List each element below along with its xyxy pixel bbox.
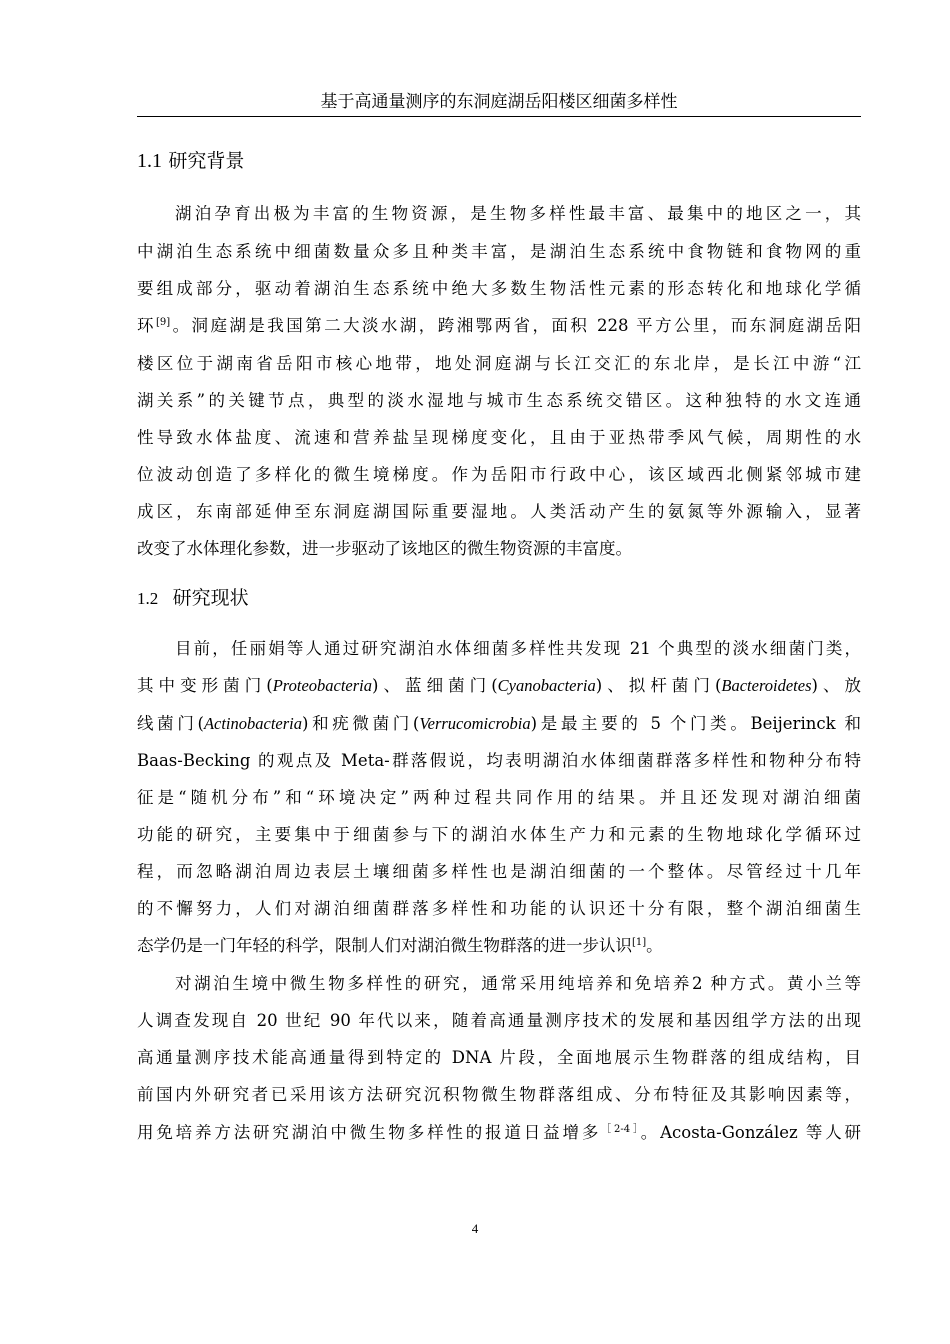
text-run: )、放 [811,676,862,695]
citation-ref: ［2-4］ [601,1124,641,1135]
section-heading-1-1 [137,146,244,175]
paragraph-line [137,674,861,698]
taxon-name: Verrucomicrobia [419,714,531,733]
citation-ref: [9] [155,317,171,328]
citation-ref: [1] [632,937,647,948]
paragraph-line: 成区，东南部延伸至东洞庭湖国际重要湿地。人类活动产生的氨氮等外源输入，显著 [137,502,861,521]
paragraph-line: 高通量测序技术能高通量得到特定的 DNA 片段，全面地展示生物群落的组成结构，目 [137,1048,861,1067]
paragraph-line: 湖泊孕育出极为丰富的生物资源，是生物多样性最丰富、最集中的地区之一，其 [175,204,861,223]
paragraph-line: 要组成部分，驱动着湖泊生态系统中绝大多数生物活性元素的形态转化和地球化学循 [137,279,861,298]
paragraph-line: 程，而忽略湖泊周边表层土壤细菌多样性也是湖泊细菌的一个整体。尽管经过十几年 [137,862,861,881]
paragraph-line: 中湖泊生态系统中细菌数量众多且种类丰富，是湖泊生态系统中食物链和食物网的重 [137,242,861,261]
paragraph-line: 性导致水体盐度、流速和营养盐呈现梯度变化，且由于亚热带季风气候，周期性的水 [137,428,861,447]
section-number: 1.2 [137,589,159,608]
text-run: )和疣微菌门( [302,714,420,733]
paragraph-line: 位波动创造了多样化的微生境梯度。作为岳阳市行政中心，该区域西北侧紧邻城市建 [137,465,861,484]
section-heading-1-2 [137,583,249,613]
taxon-name: Proteobacteria [272,676,373,695]
paragraph-line [137,712,861,736]
taxon-name: Bacteroidetes [721,676,812,695]
taxon-name: Cyanobacteria [497,676,596,695]
paragraph-line [137,934,861,958]
section-title: 研究现状 [172,587,249,609]
text-run: 。洞庭湖是我国第二大淡水湖，跨湘鄂两省，面积 228 平方公里，而东洞庭湖岳阳 [170,316,862,335]
running-header: 基于高通量测序的东洞庭湖岳阳楼区细菌多样性 [320,92,678,112]
paragraph-line: 目前，任丽娟等人通过研究湖泊水体细菌多样性共发现 21 个典型的淡水细菌门类， [175,639,861,658]
text-run: 。 [646,936,663,955]
text-run: 态学仍是一门年轻的科学，限制人们对湖泊微生物群落的进一步认识 [137,936,632,955]
paragraph-line: 对湖泊生境中微生物多样性的研究，通常采用纯培养和免培养2 种方式。黄小兰等 [175,974,861,993]
text-run: )、拟杆菌门( [595,676,722,695]
section-number: 1.1 [137,150,162,172]
taxon-name: Actinobacteria [203,714,302,733]
text-run: )、蓝细菌门( [372,676,498,695]
section-title: 研究背景 [168,150,245,172]
paragraph-line: 楼区位于湖南省岳阳市核心地带，地处洞庭湖与长江交汇的东北岸，是长江中游“江 [137,354,861,373]
page-number: 4 [471,1221,479,1236]
paragraph-line [137,314,861,338]
paragraph-line [137,1121,861,1145]
paragraph-line: 功能的研究，主要集中于细菌参与下的湖泊水体生产力和元素的生物地球化学循环过 [137,825,861,844]
header-rule [137,116,861,117]
paragraph-line: 改变了水体理化参数，进一步驱动了该地区的微生物资源的丰富度。 [137,539,632,558]
paragraph-line: 征是“随机分布”和“环境决定”两种过程共同作用的结果。并且还发现对湖泊细菌 [137,788,861,807]
paragraph-line: 的不懈努力，人们对湖泊细菌群落多样性和功能的认识还十分有限，整个湖泊细菌生 [137,899,861,918]
text-run: 用免培养方法研究湖泊中微生物多样性的报道日益增多 [137,1123,602,1142]
paragraph-line: Baas-Becking 的观点及 Meta-群落假说，均表明湖泊水体细菌群落多样性和物种分布特 [137,751,861,770]
text-run: )是最主要的 5 个门类。Beijerinck 和 [530,714,862,733]
text-run: 环 [137,316,156,335]
text-run: 线菌门( [137,714,204,733]
text-run: 。Acosta-González 等人研 [640,1123,861,1142]
text-run: 其中变形菌门( [137,676,273,695]
paragraph-line: 人调查发现自 20 世纪 90 年代以来，随着高通量测序技术的发展和基因组学方法的出现 [137,1011,861,1030]
paragraph-line: 湖关系”的关键节点，典型的淡水湿地与城市生态系统交错区。这种独特的水文连通 [137,391,861,410]
paragraph-line: 前国内外研究者已采用该方法研究沉积物微生物群落组成、分布特征及其影响因素等， [137,1085,861,1104]
